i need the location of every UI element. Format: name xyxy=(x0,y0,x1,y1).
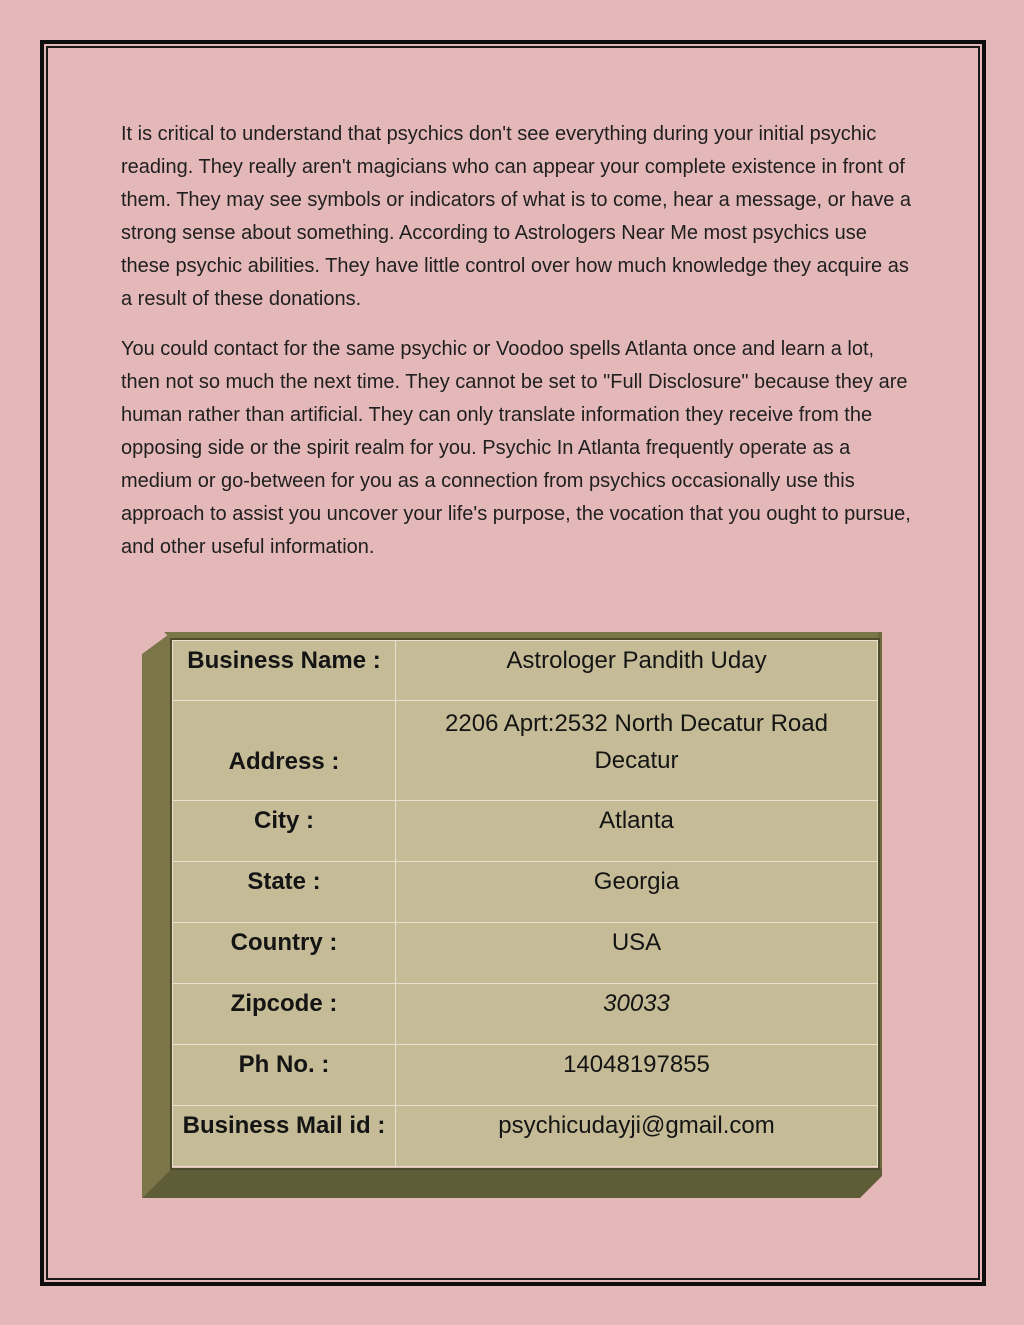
address-line-2: Decatur xyxy=(594,747,679,774)
business-name-value: Astrologer Pandith Uday xyxy=(396,641,878,701)
table-row xyxy=(173,701,878,801)
state-label: State : xyxy=(173,862,396,923)
zipcode-label: Zipcode : xyxy=(173,984,396,1045)
business-info-table xyxy=(172,640,878,1167)
table-row xyxy=(173,641,878,701)
state-value: Georgia xyxy=(396,862,878,923)
city-value: Atlanta xyxy=(396,801,878,862)
phone-label: Ph No. : xyxy=(173,1045,396,1106)
table-row xyxy=(173,862,878,923)
article-paragraph-1: It is critical to understand that psychics don't see everything during your initial psychic reading. They really aren't magicians who can appear your complete existence in front of them. They may see symbols or indicators of what is to come, hear a message, or have a strong sense about something. According to Astrologers Near Me most psychics use these psychic abilities. They have little control over how much knowledge they acquire as a result of these donations. xyxy=(121,123,911,310)
table-row xyxy=(173,801,878,862)
table-row xyxy=(173,1106,878,1167)
article-body xyxy=(121,118,911,581)
table-row xyxy=(173,923,878,984)
business-name-label: Business Name : xyxy=(173,641,396,701)
city-label: City : xyxy=(173,801,396,862)
phone-value: 14048197855 xyxy=(396,1045,878,1106)
address-value xyxy=(396,701,878,801)
email-value: psychicudayji@gmail.com xyxy=(396,1106,878,1167)
country-value: USA xyxy=(396,923,878,984)
address-label: Address : xyxy=(173,701,396,801)
zipcode-value: 30033 xyxy=(396,984,878,1045)
article-paragraph-2: You could contact for the same psychic or Voodoo spells Atlanta once and learn a lot, then not so much the next time. They cannot be set to "Full Disclosure" because they are human rather than artificial. They can only translate information they receive from the opposing side or the spirit realm for you. Psychic In Atlanta frequently operate as a medium or go-between for you as a connection from psychics occasionally use this approach to assist you uncover your life's purpose, the vocation that you ought to pursue, and other useful information. xyxy=(121,338,911,558)
email-label: Business Mail id : xyxy=(173,1106,396,1167)
country-label: Country : xyxy=(173,923,396,984)
address-line-1: 2206 Aprt:2532 North Decatur Road xyxy=(445,710,828,737)
table-row xyxy=(173,984,878,1045)
table-row xyxy=(173,1045,878,1106)
